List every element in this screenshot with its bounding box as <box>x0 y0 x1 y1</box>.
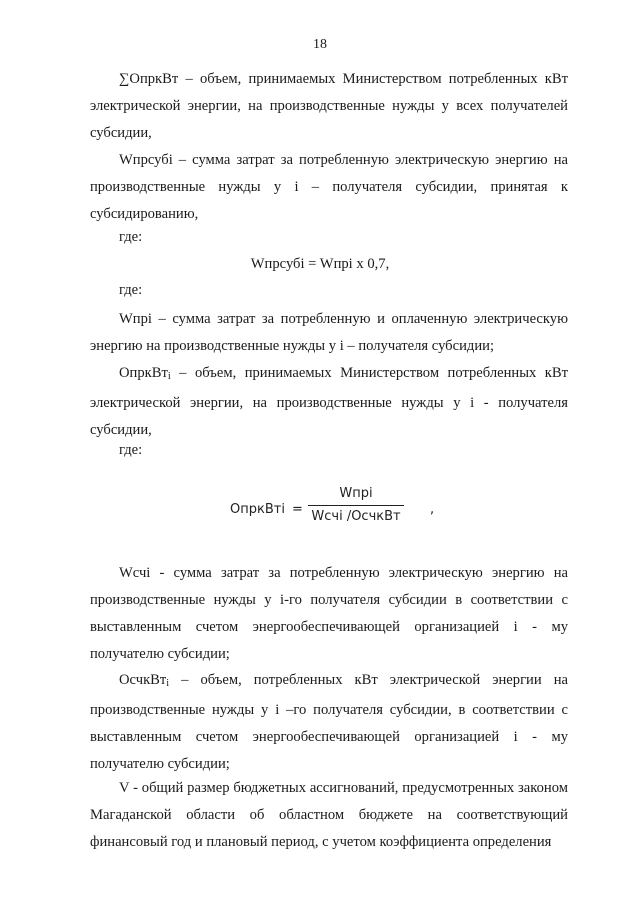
formula-subsidy: Wпрсубi = Wпрi x 0,7, <box>250 256 390 272</box>
where-label-2: где: <box>119 282 143 298</box>
paragraph-paid-costs: Wпрi – сумма затрат за потребленную и оплаченную электрическую энергию на производственные нужды у i – получателя субсидии; <box>90 311 568 354</box>
page-number: 18 <box>313 37 327 52</box>
paragraph-billed-costs: Wсчi - сумма затрат за потребленную электрическую энергию на производственные нужды у i-го получателя субсидии в соответствии с выставленным счетом энергообеспечивающей организацией i - му получателю субсидии; <box>90 565 568 662</box>
subscript-i: i <box>167 371 171 382</box>
formula-fraction-comma: , <box>430 502 435 517</box>
paragraph-accepted-volume-text: – объем, принимаемых Министерством потребленных кВт электрической энергии, на производственные нужды у i - получателя субсидии, <box>90 365 568 438</box>
formula-fraction-lhs: ОпркВтi <box>230 502 285 517</box>
where-label-3: где: <box>119 442 143 458</box>
symbol-volume: ОпркВт <box>119 365 168 381</box>
paragraph-total-volume: ∑ОпркВт – объем, принимаемых Министерством потребленных кВт электрической энергии, на производственные нужды у всех получателей субсидии, <box>90 71 568 141</box>
fraction-denominator: Wсчi /ОсчкВт <box>311 509 401 524</box>
paragraph-subsidy-sum: Wпрсубi – сумма затрат за потребленную электрическую энергию на производственные нужды у i – получателя субсидии, принятая к субсидированию, <box>90 152 568 222</box>
paragraph-accepted-volume <box>90 360 568 444</box>
fraction-bar <box>308 505 404 506</box>
paragraph-billed-volume-text: – объем, потребленных кВт электрической энергии на производственные нужды у i –го получателя субсидии, в соответствии с выставленным счетом энергообеспечивающей организацией i - му получателю субсидии; <box>90 672 568 772</box>
paragraph-budget-allocations: V - общий размер бюджетных ассигнований, предусмотренных законом Магаданской области об областном бюджете на соответствующий финансовый год и плановый период, с учетом коэффициента определения <box>90 780 568 850</box>
symbol-billed-volume: ОсчкВт <box>119 672 167 688</box>
formula-fraction-equals: = <box>292 502 303 517</box>
paragraph-billed-volume <box>90 667 568 778</box>
fraction <box>308 485 404 526</box>
fraction-numerator: Wпрi <box>339 486 373 501</box>
subscript-i-2: i <box>166 678 170 689</box>
where-label-1: где: <box>119 229 143 245</box>
